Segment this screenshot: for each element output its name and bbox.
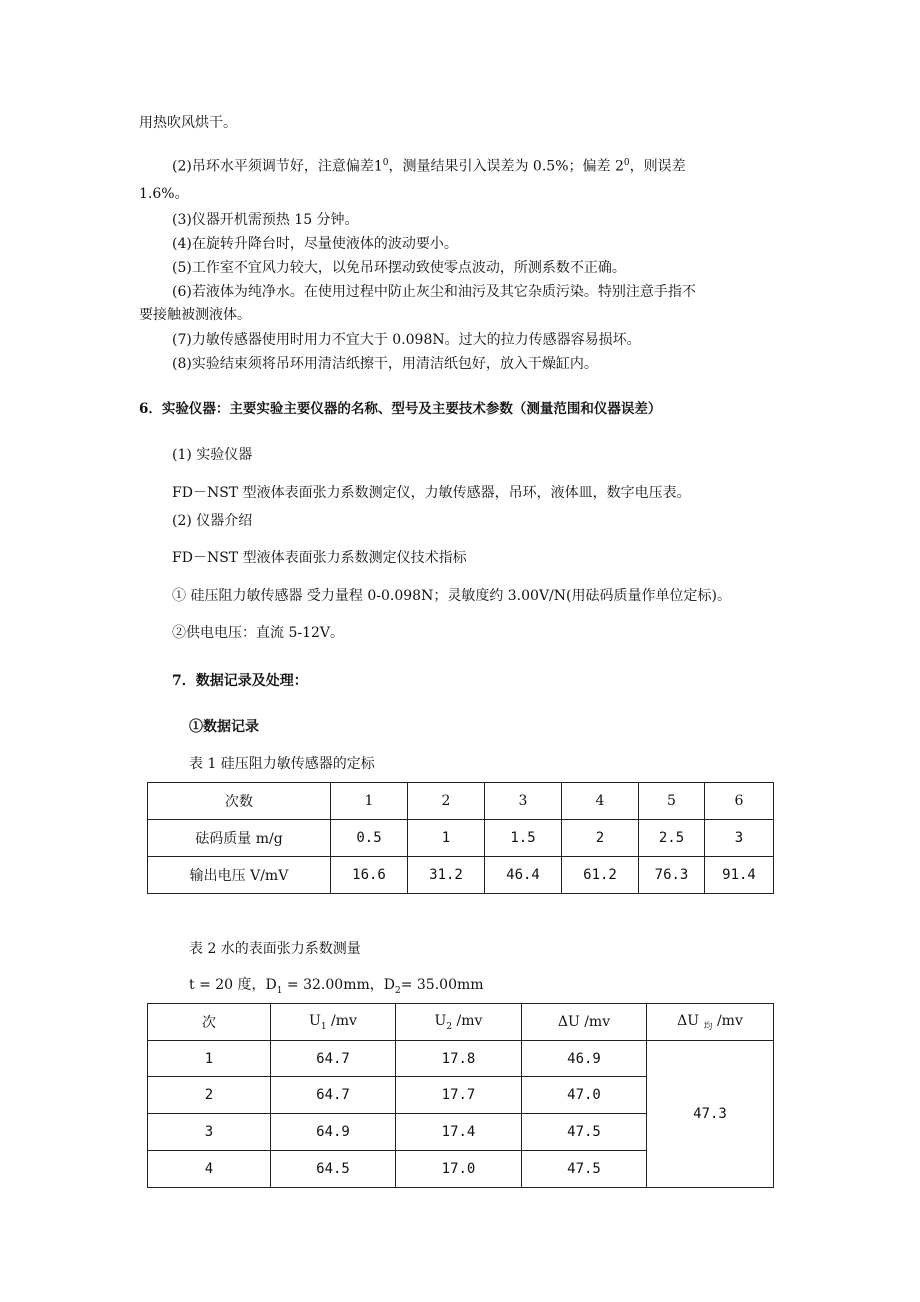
table-cell: 次数 — [148, 783, 331, 820]
table-cell: 3 — [485, 783, 562, 820]
note-line-continued: 用热吹风烘干。 — [139, 115, 237, 131]
table-cell: 2 — [562, 820, 639, 857]
header-cell: $U_2$ /mv — [396, 1004, 522, 1041]
table-cell: 17.7 — [396, 1077, 522, 1114]
table-cell: 61.2 — [562, 857, 639, 894]
table-cell: 2 — [148, 1077, 271, 1114]
table-cell: 64.9 — [271, 1114, 396, 1151]
note-3: (3)仪器开机需预热 15 分钟。 — [172, 212, 359, 228]
table-cell: 64.5 — [271, 1151, 396, 1188]
note-6-continued: 要接触被测液体。 — [139, 307, 251, 323]
table-cell: 1 — [148, 1041, 271, 1077]
section-6-sub2: (2) 仪器介绍 — [172, 513, 253, 529]
note-4: (4)在旋转升降台时，尽量使液体的波动要小。 — [172, 236, 458, 252]
table-cell: 64.7 — [271, 1041, 396, 1077]
table-cell: 17.4 — [396, 1114, 522, 1151]
table-cell: 47.5 — [522, 1151, 647, 1188]
spec-1: ① 硅压阻力敏传感器 受力量程 0-0.098N；灵敏度约 3.00V/N(用砝码质量作单位定标)。 — [172, 588, 731, 604]
section-6-sub1: (1) 实验仪器 — [172, 447, 253, 463]
table-cell: 5 — [639, 783, 705, 820]
instrument-list: FD－NST 型液体表面张力系数测定仪，力敏传感器，吊环，液体皿，数字电压表。 — [172, 485, 691, 501]
table-cell: 1 — [331, 783, 408, 820]
table-cell: 2.5 — [639, 820, 705, 857]
table-cell: 64.7 — [271, 1077, 396, 1114]
table-cell: 31.2 — [408, 857, 485, 894]
table-cell: 2 — [408, 783, 485, 820]
table-2 — [147, 1003, 774, 1188]
table-header-row — [148, 1004, 774, 1041]
header-cell: ΔU /mv — [522, 1004, 647, 1041]
section-7-sub: ①数据记录 — [189, 719, 259, 735]
average-cell: 47.3 — [647, 1041, 774, 1188]
table-cell: 1.5 — [485, 820, 562, 857]
table-cell: 1 — [408, 820, 485, 857]
table-cell: 47.5 — [522, 1114, 647, 1151]
note-5: (5)工作室不宜风力较大，以免吊环摆动致使零点波动，所测系数不正确。 — [172, 260, 626, 276]
note-2-continued: 1.6%。 — [139, 186, 189, 202]
note-6: (6)若液体为纯净水。在使用过程中防止灰尘和油污及其它杂质污染。特别注意手指不 — [172, 284, 696, 300]
table-cell: 3 — [705, 820, 774, 857]
table-cell: 4 — [562, 783, 639, 820]
note-2: (2)吊环水平须调节好，注意偏差$1^0$，测量结果引入误差为 0.5%；偏差 $2^0$，则误差 — [172, 158, 686, 175]
table-cell: 47.0 — [522, 1077, 647, 1114]
table-row — [148, 783, 774, 820]
table-cell: 0.5 — [331, 820, 408, 857]
note-7: (7)力敏传感器使用时用力不宜大于 0.098N。过大的拉力传感器容易损坏。 — [172, 332, 641, 348]
table-cell: 3 — [148, 1114, 271, 1151]
spec-title: FD－NST 型液体表面张力系数测定仪技术指标 — [172, 550, 467, 566]
table-cell: 46.9 — [522, 1041, 647, 1077]
table-1 — [147, 782, 774, 894]
table-row — [148, 857, 774, 894]
note-8: (8)实验结束须将吊环用清洁纸擦干，用清洁纸包好，放入干燥缸内。 — [172, 356, 598, 372]
measurement-conditions: t = 20 度，$D_1 = 32.00mm$，$D_2= 35.00mm$ — [189, 977, 484, 996]
table-2-caption: 表 2 水的表面张力系数测量 — [189, 941, 361, 957]
table-cell: 6 — [705, 783, 774, 820]
table-cell: 46.4 — [485, 857, 562, 894]
table-cell: 76.3 — [639, 857, 705, 894]
table-row — [148, 820, 774, 857]
header-cell: $U_1$ /mv — [271, 1004, 396, 1041]
table-cell: 4 — [148, 1151, 271, 1188]
table-cell: 17.0 — [396, 1151, 522, 1188]
table-cell: 砝码质量 m/g — [148, 820, 331, 857]
section-6-heading: 6．实验仪器：主要实验主要仪器的名称、型号及主要技术参数（测量范围和仪器误差） — [139, 401, 662, 417]
header-cell: 次 — [148, 1004, 271, 1041]
table-row — [148, 1041, 774, 1077]
section-7-heading: 7．数据记录及处理： — [172, 673, 308, 689]
spec-2: ②供电电压：直流 5-12V。 — [172, 625, 345, 641]
table-cell: 91.4 — [705, 857, 774, 894]
header-cell: ΔU $_均$ /mv — [647, 1004, 774, 1041]
table-cell: 17.8 — [396, 1041, 522, 1077]
table-1-caption: 表 1 硅压阻力敏传感器的定标 — [189, 756, 375, 772]
table-cell: 16.6 — [331, 857, 408, 894]
table-cell: 输出电压 V/mV — [148, 857, 331, 894]
